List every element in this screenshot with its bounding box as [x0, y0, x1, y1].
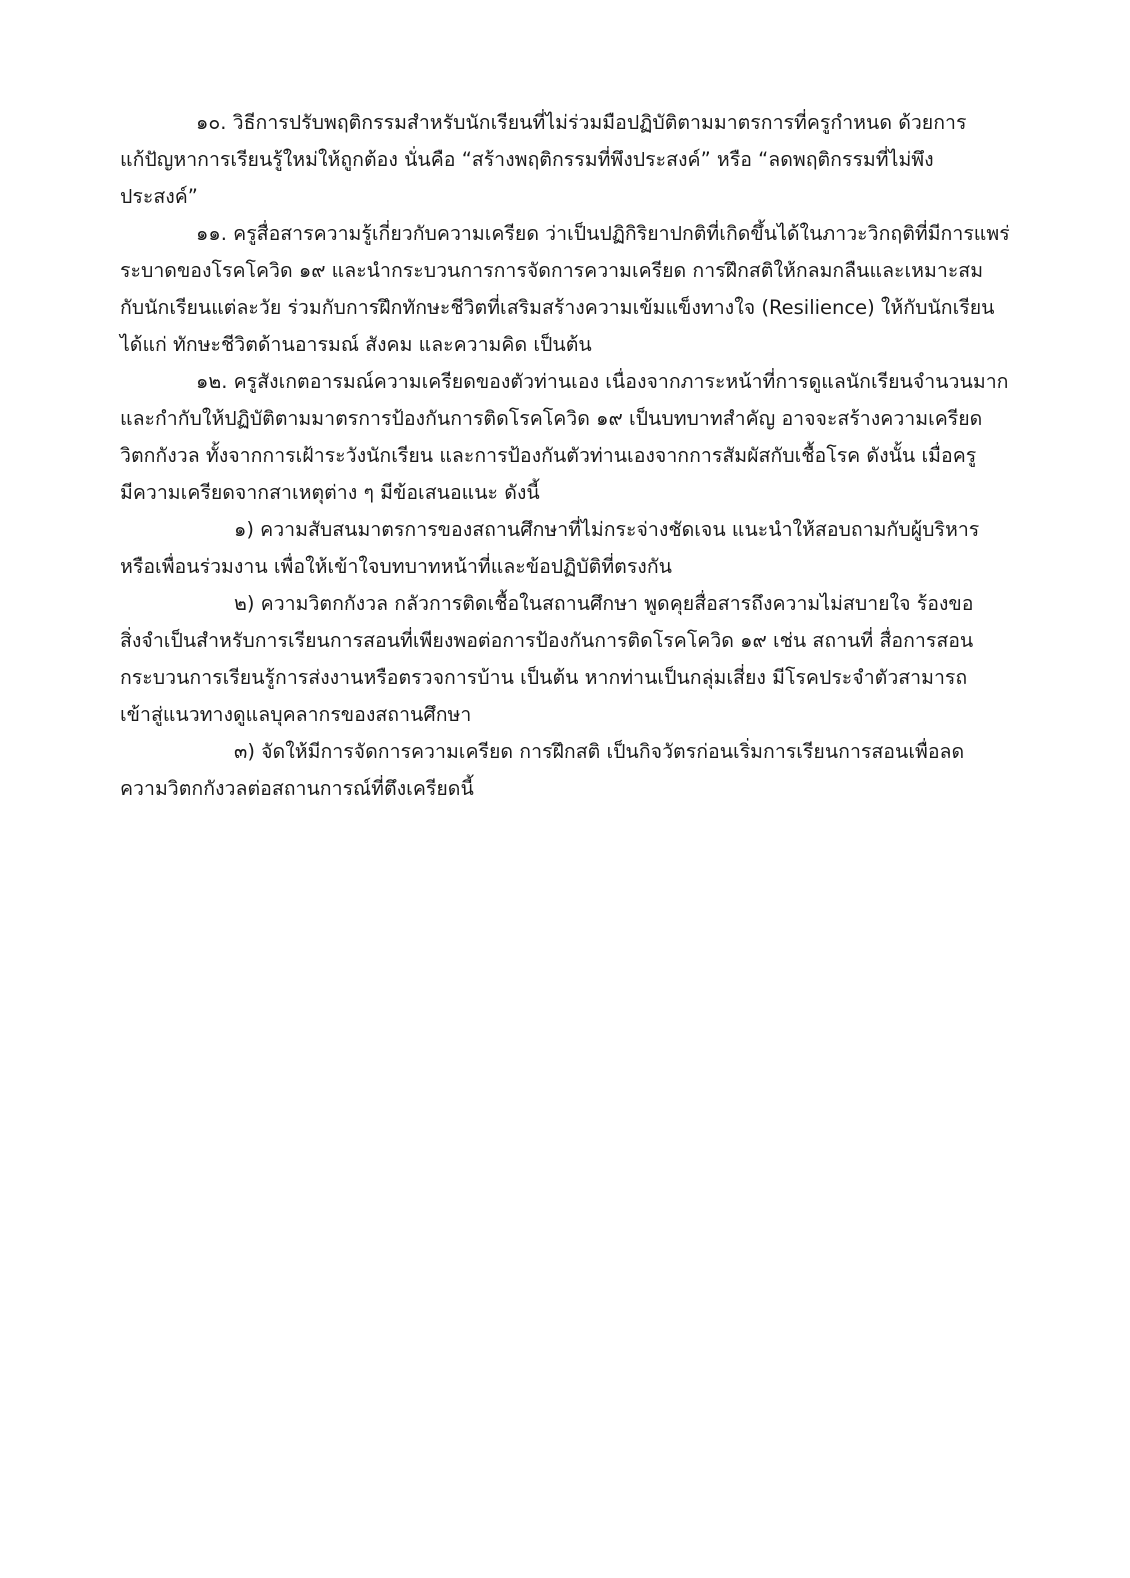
paragraph-line: ระบาดของโรคโควิด ๑๙ และนำกระบวนการการจัดการความเครียด การฝึกสติให้กลมกลืนและเหมาะสม — [120, 259, 984, 282]
document-page — [120, 104, 1016, 807]
paragraph-line: กับนักเรียนแต่ละวัย ร่วมกับการฝึกทักษะชีวิตที่เสริมสร้างความเข้มแข็งทางใจ (Resilience) ให้กับนักเรียน — [120, 296, 995, 319]
paragraph-line: ความวิตกกังวลต่อสถานการณ์ที่ตึงเครียดนี้ — [120, 777, 474, 800]
paragraph-line: ได้แก่ ทักษะชีวิตด้านอารมณ์ สังคม และความคิด เป็นต้น — [120, 333, 592, 356]
paragraph-line: มีความเครียดจากสาเหตุต่าง ๆ มีข้อเสนอแนะ ดังนี้ — [120, 481, 540, 504]
paragraph-item-12 — [120, 363, 1016, 511]
paragraph-line: ๑๒. ครูสังเกตอารมณ์ความเครียดของตัวท่านเอง เนื่องจากภาระหน้าที่การดูแลนักเรียนจำนวนมาก — [196, 370, 1009, 393]
paragraph-line: วิตกกังวล ทั้งจากการเฝ้าระวังนักเรียน และการป้องกันตัวท่านเองจากการสัมผัสกับเชื้อโรค ดังนั้น เมื่อครู — [120, 444, 977, 467]
paragraph-line: ประสงค์” — [120, 185, 198, 208]
paragraph-line: ๓) จัดให้มีการจัดการความเครียด การฝึกสติ เป็นกิจวัตรก่อนเริ่มการเรียนการสอนเพื่อลด — [234, 740, 965, 763]
subitem-2 — [120, 585, 1016, 733]
paragraph-line: ๑๑. ครูสื่อสารความรู้เกี่ยวกับความเครียด ว่าเป็นปฏิกิริยาปกติที่เกิดขึ้นได้ในภาวะวิกฤติที่มีการแพร่ — [196, 222, 1010, 245]
subitem-3 — [120, 733, 1016, 807]
paragraph-line: ๑) ความสับสนมาตรการของสถานศึกษาที่ไม่กระจ่างชัดเจน แนะนำให้สอบถามกับผู้บริหาร — [234, 518, 980, 541]
paragraph-line: เข้าสู่แนวทางดูแลบุคลากรของสถานศึกษา — [120, 703, 472, 726]
paragraph-item-11 — [120, 215, 1016, 363]
paragraph-line: สิ่งจำเป็นสำหรับการเรียนการสอนที่เพียงพอต่อการป้องกันการติดโรคโควิด ๑๙ เช่น สถานที่ สื่อการสอน — [120, 629, 974, 652]
paragraph-line: ๒) ความวิตกกังวล กลัวการติดเชื้อในสถานศึกษา พูดคุยสื่อสารถึงความไม่สบายใจ ร้องขอ — [234, 592, 974, 615]
paragraph-item-10 — [120, 104, 1016, 215]
paragraph-line: ๑๐. วิธีการปรับพฤติกรรมสำหรับนักเรียนที่ไม่ร่วมมือปฏิบัติตามมาตรการที่ครูกำหนด ด้วยการ — [196, 111, 967, 134]
paragraph-line: กระบวนการเรียนรู้การส่งงานหรือตรวจการบ้าน เป็นต้น หากท่านเป็นกลุ่มเสี่ยง มีโรคประจำตัวสามารถ — [120, 666, 968, 689]
paragraph-line: และกำกับให้ปฏิบัติตามมาตรการป้องกันการติดโรคโควิด ๑๙ เป็นบทบาทสำคัญ อาจจะสร้างความเครียด — [120, 407, 983, 430]
paragraph-line: แก้ปัญหาการเรียนรู้ใหม่ให้ถูกต้อง นั่นคือ “สร้างพฤติกรรมที่พึงประสงค์” หรือ “ลดพฤติกรรมที่ไม่พึง — [120, 148, 934, 171]
subitem-1 — [120, 511, 1016, 585]
paragraph-line: หรือเพื่อนร่วมงาน เพื่อให้เข้าใจบทบาทหน้าที่และข้อปฏิบัติที่ตรงกัน — [120, 555, 672, 578]
